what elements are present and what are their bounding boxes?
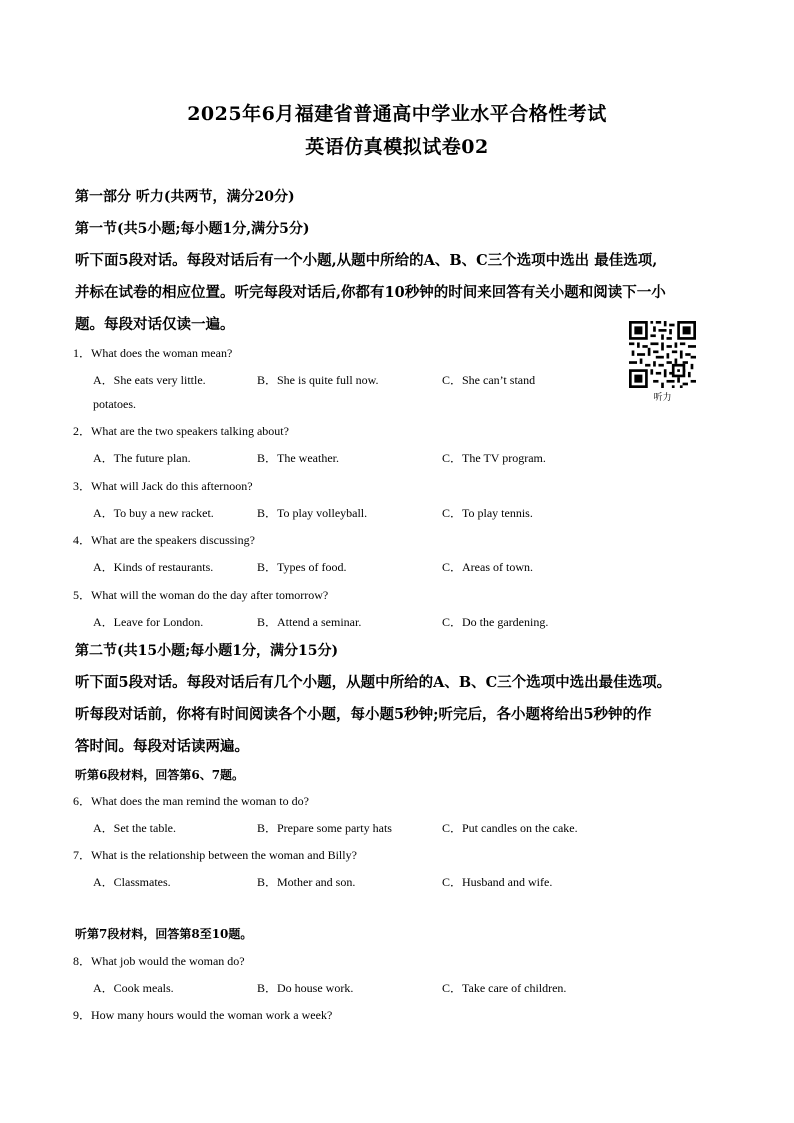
option-b: B．Types of food. — [257, 560, 347, 574]
material-6-heading: 听第6段材料，回答第6、7题。 — [75, 768, 245, 782]
option-a: A．Leave for London. — [93, 615, 204, 629]
section1-instruction-line: 听下面5段对话。每段对话后有一个小题,从题中所给的A、B、C三个选项中选出 最佳选项, — [75, 252, 658, 269]
section1-instruction-line: 题。每段对话仅读一遍。 — [75, 316, 235, 333]
option-c-continuation: potatoes. — [93, 397, 136, 411]
section2-instruction-line: 听每段对话前，你将有时间阅读各个小题，每小题5秒钟;听完后，各小题将给出5秒钟的作 — [75, 706, 652, 723]
option-a: A．Classmates. — [93, 875, 171, 889]
question-stem: 3．What will Jack do this afternoon? — [73, 479, 253, 493]
option-b: B．Mother and son. — [257, 875, 356, 889]
section2-instruction-line: 答时间。每段对话读两遍。 — [75, 738, 249, 755]
option-b: B．To play volleyball. — [257, 506, 368, 520]
option-b: B．The weather. — [257, 451, 339, 465]
option-b: B．Attend a seminar. — [257, 615, 362, 629]
section2-heading: 第二节(共15小题;每小题1分，满分15分) — [75, 643, 339, 659]
question-stem: 5．What will the woman do the day after tomorrow? — [73, 588, 329, 602]
question-stem: 9．How many hours would the woman work a week? — [73, 1008, 333, 1022]
option-a: A．Set the table. — [93, 821, 176, 835]
question-stem: 7．What is the relationship between the woman and Billy? — [73, 848, 357, 862]
question-stem: 1．What does the woman mean? — [73, 346, 233, 360]
option-b: B．She is quite full now. — [257, 373, 379, 387]
qr-caption: 听力 — [653, 393, 672, 403]
option-c: C．She can’t stand — [442, 373, 536, 387]
exam-subtitle: 英语仿真模拟试卷02 — [305, 136, 489, 158]
material-7-heading: 听第7段材料，回答第8至10题。 — [75, 927, 253, 941]
exam-title: 2025年6月福建省普通高中学业水平合格性考试 — [187, 103, 607, 125]
option-b: B．Do house work. — [257, 981, 354, 995]
option-c: C．Areas of town. — [442, 560, 533, 574]
option-c: C．Put candles on the cake. — [442, 821, 578, 835]
option-c: C．The TV program. — [442, 451, 546, 465]
section1-heading: 第一节(共5小题;每小题1分,满分5分) — [75, 221, 310, 237]
question-stem: 2．What are the two speakers talking about? — [73, 424, 289, 438]
option-c: C．Take care of children. — [442, 981, 567, 995]
option-c: C．To play tennis. — [442, 506, 533, 520]
option-a: A．Cook meals. — [93, 981, 174, 995]
part1-heading: 第一部分 听力(共两节，满分20分) — [75, 189, 295, 205]
option-a: A．Kinds of restaurants. — [93, 560, 214, 574]
option-a: A．She eats very little. — [93, 373, 206, 387]
question-stem: 6．What does the man remind the woman to do? — [73, 794, 309, 808]
section1-instruction-line: 并标在试卷的相应位置。听完每段对话后,你都有10秒钟的时间来回答有关小题和阅读下一小 — [75, 284, 666, 301]
option-c: C．Do the gardening. — [442, 615, 549, 629]
section2-instruction-line: 听下面5段对话。每段对话后有几个小题，从题中所给的A、B、C三个选项中选出最佳选项。 — [75, 674, 672, 691]
option-a: A．The future plan. — [93, 451, 191, 465]
option-c: C．Husband and wife. — [442, 875, 553, 889]
question-stem: 4．What are the speakers discussing? — [73, 533, 255, 547]
qr-code-icon — [629, 321, 696, 388]
option-a: A．To buy a new racket. — [93, 506, 214, 520]
question-stem: 8．What job would the woman do? — [73, 954, 245, 968]
option-b: B．Prepare some party hats — [257, 821, 392, 835]
